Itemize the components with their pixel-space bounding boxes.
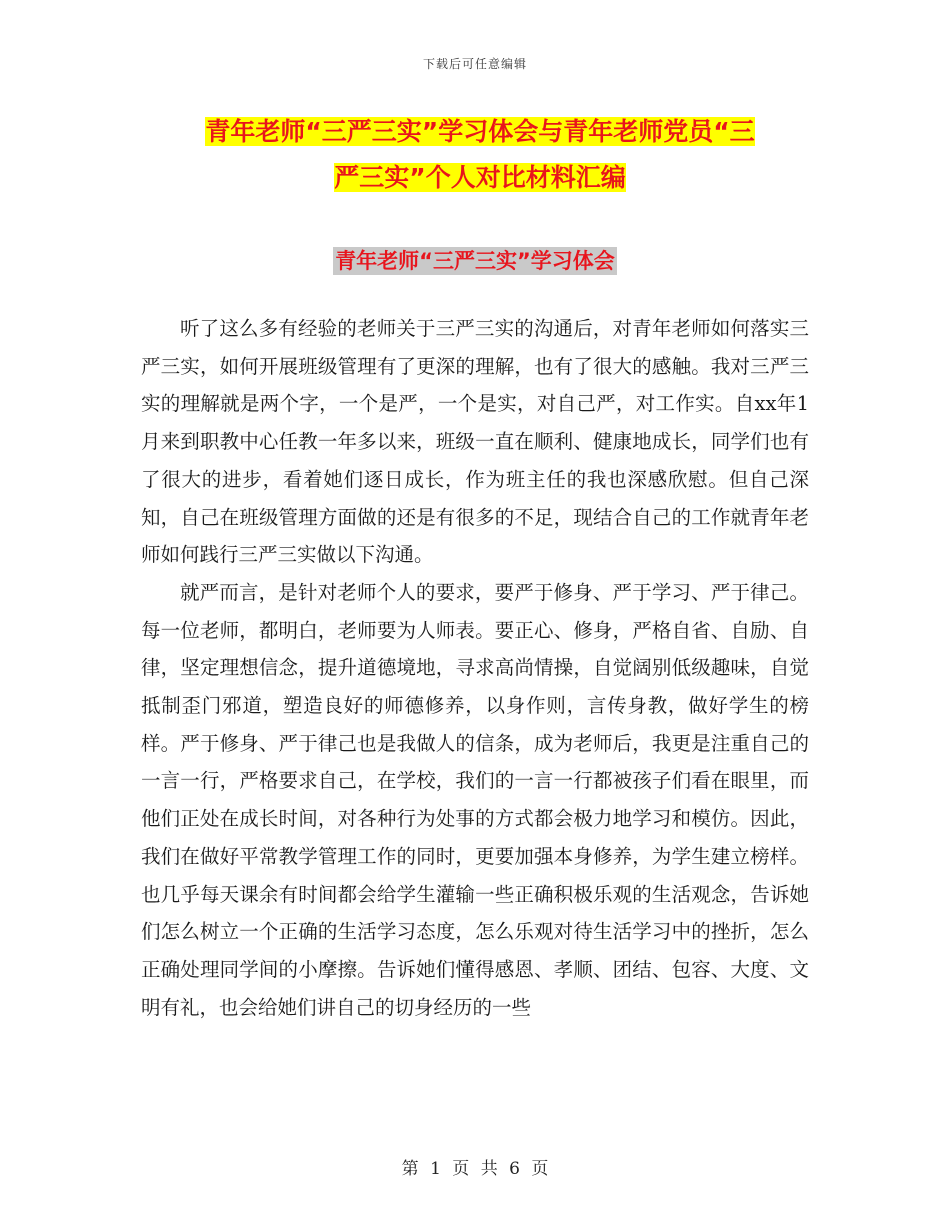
page-footer: 第 1 页 共 6 页: [401, 1159, 549, 1179]
section-title: [0, 245, 950, 275]
paragraph-2: 就严而言，是针对老师个人的要求，要严于修身、严于学习、严于律己。每一位老师，都明白，老师要为人师表。要正心、修身，严格自省、自励、自律，坚定理想信念，提升道德境地，寻求高尚情操，自觉阔别低级趣味，自觉抵制歪门邪道，塑造良好的师德修养，以身作则，言传身教，做好学生的榜样。严于修身、严于律己也是我做人的信条，成为老师后，我更是注重自己的一言一行，严格要求自己，在学校，我们的一言一行都被孩子们看在眼里，而他们正处在成长时间，对各种行为处事的方式都会极力地学习和模仿。因此，我们在做好平常教学管理工作的同时，更要加强本身修养，为学生建立榜样。也几乎每天课余有时间都会给学生灌输一些正确积极乐观的生活观念，告诉她们怎么树立一个正确的生活学习态度，怎么乐观对待生活学习中的挫折，怎么正确处理同学间的小摩擦。告诉她们懂得感恩、孝顺、团结、包容、大度、文明有礼，也会给她们讲自己的切身经历的一些: [141, 580, 809, 1019]
page-header: 下载后可任意编辑: [422, 57, 527, 71]
document-title-text-2: 严三实”个人对比材料汇编: [334, 163, 626, 192]
document-title-line-2: [140, 156, 820, 200]
document-body: [141, 310, 809, 1026]
paragraph-1: 听了这么多有经验的老师关于三严三实的沟通后，对青年老师如何落实三严三实，如何开展班级管理有了更深的理解，也有了很大的感触。我对三严三实的理解就是两个字，一个是严，一个是实，对自己严，对工作实。自xx年1月来到职教中心任教一年多以来，班级一直在顺利、健康地成长，同学们也有了很大的进步，看着她们逐日成长，作为班主任的我也深感欣慰。但自己深知，自己在班级管理方面做的还是有很多的不足，现结合自己的工作就青年老师如何践行三严三实做以下沟通。: [141, 317, 809, 567]
document-title-text-1: 青年老师“三严三实”学习体会与青年老师党员“三: [205, 117, 755, 146]
section-title-text: 青年老师“三严三实”学习体会: [335, 249, 615, 273]
document-title-line-1: [140, 110, 820, 154]
